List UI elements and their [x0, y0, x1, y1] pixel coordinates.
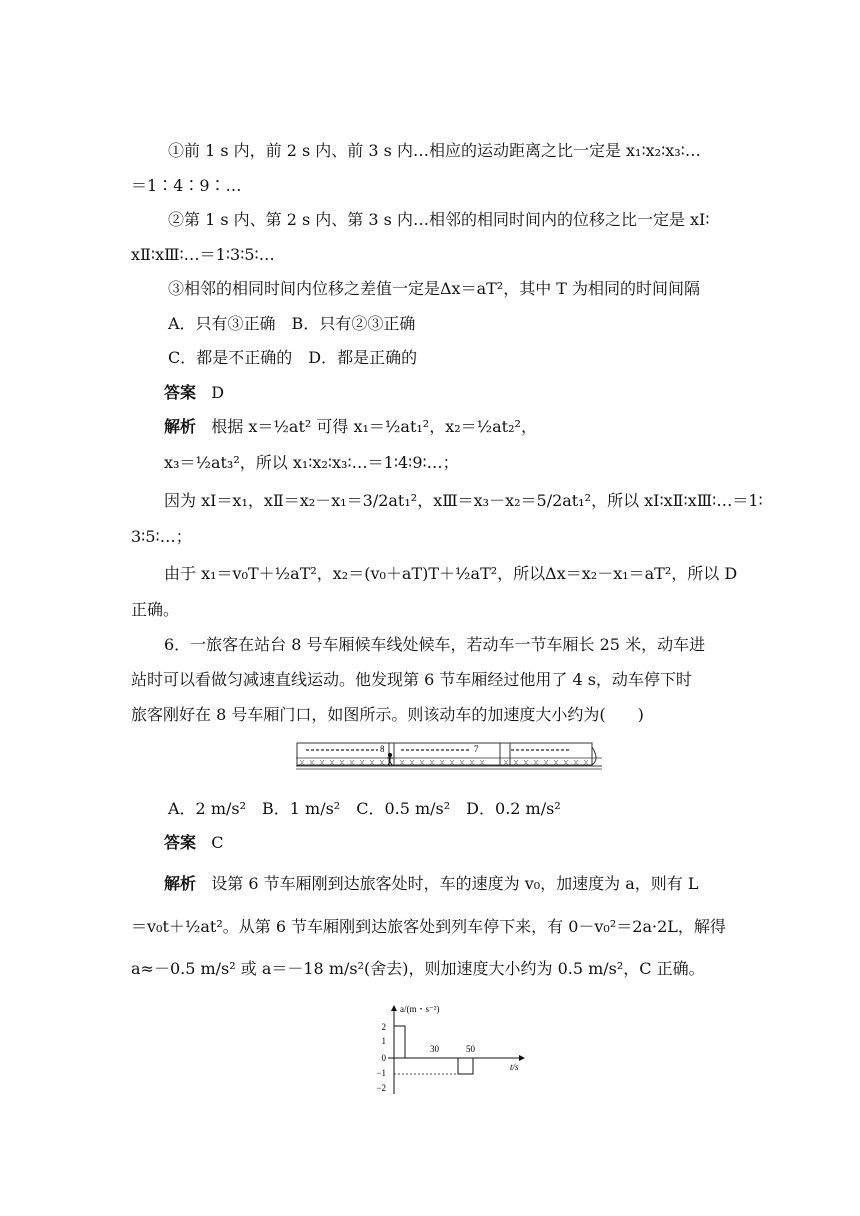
- positive-segment: [394, 1026, 405, 1058]
- q6-stem-line-2: 站时可以看做匀减速直线运动。他发现第 6 节车厢经过他用了 4 s，动车停下时: [131, 670, 692, 689]
- car-label-8: 8: [380, 744, 385, 754]
- analysis-label: 解析: [164, 874, 197, 893]
- q5-options-row-1: A．只有③正确 B．只有②③正确: [168, 314, 416, 333]
- q5-analysis-line-6: 正确。: [131, 600, 180, 619]
- q6-stem-line-3: 旅客刚好在 8 号车厢门口，如图所示。则该动车的加速度大小约为( ): [131, 705, 644, 724]
- q5-analysis-line-3: 因为 xⅠ＝x₁，xⅡ＝x₂－x₁＝3/2at₁²，xⅢ＝x₃－x₂＝5/2at₁²，所以 xⅠ∶xⅡ∶xⅢ∶…＝1∶: [164, 491, 763, 510]
- x-tick-30: 30: [430, 1044, 439, 1054]
- y-axis-label: a/(m・s⁻²): [400, 1004, 440, 1014]
- q5-analysis-line-4: 3∶5∶…；: [131, 527, 192, 546]
- q5-analysis-line-1: [164, 416, 537, 438]
- answer-label: 答案: [164, 383, 197, 402]
- negative-segment: [458, 1058, 473, 1074]
- analysis-text: 根据 x＝½at² 可得 x₁＝½at₁²，x₂＝½at₂²，: [211, 417, 537, 436]
- statement-2-line-1: ②第 1 s 内、第 2 s 内、第 3 s 内…相邻的相同时间内的位移之比一定是 xⅠ∶: [168, 210, 710, 229]
- train-figure: [296, 741, 602, 771]
- q6-stem-line-1: 6．一旅客在站台 8 号车厢候车线处候车，若动车一节车厢长 25 米，动车进: [164, 635, 706, 654]
- statement-1-line-1: [168, 140, 701, 162]
- statement-1-line-2: ＝1∶4∶9∶…: [131, 176, 242, 195]
- q5-answer: [164, 382, 224, 404]
- y-tick-2: 2: [381, 1022, 386, 1032]
- y-tick-neg-1: −1: [376, 1068, 386, 1078]
- answer-label: 答案: [164, 833, 197, 852]
- x-axis-label: t/s: [510, 1062, 519, 1072]
- answer-value: D: [211, 383, 225, 402]
- q6-options: A．2 m/s² B．1 m/s² C．0.5 m/s² D．0.2 m/s²: [168, 799, 561, 818]
- statement-3: ③相邻的相同时间内位移之差值一定是Δx＝aT²，其中 T 为相同的时间间隔: [168, 279, 701, 298]
- y-tick-1: 1: [381, 1036, 386, 1046]
- q5-options-row-2: C．都是不正确的 D．都是正确的: [168, 348, 418, 367]
- y-tick-0: 0: [381, 1053, 386, 1063]
- y-tick-neg-2: −2: [376, 1083, 386, 1093]
- statement-1-text: ①前 1 s 内，前 2 s 内、前 3 s 内…相应的运动距离之比一定是 x₁∶x₂∶x₃∶…: [168, 141, 701, 160]
- x-tick-50: 50: [466, 1044, 475, 1054]
- statement-2-line-2: xⅡ∶xⅢ∶…＝1∶3∶5∶…: [131, 245, 275, 264]
- analysis-text: 设第 6 节车厢刚到达旅客处时，车的速度为 v₀，加速度为 a，则有 L: [211, 874, 699, 893]
- q6-answer: [164, 832, 224, 854]
- q6-analysis-line-1: [164, 873, 699, 895]
- q6-analysis-line-2: ＝v₀t＋½at²。从第 6 节车厢刚到达旅客处到列车停下来，有 0－v₀²＝2a·2L，解得: [131, 917, 726, 936]
- car-label-7: 7: [474, 744, 479, 754]
- acceleration-time-graph: [364, 1002, 534, 1098]
- analysis-label: 解析: [164, 417, 197, 436]
- q5-analysis-line-5: 由于 x₁＝v₀T＋½aT²，x₂＝(v₀＋aT)T＋½aT²，所以Δx＝x₂－x₁＝aT²，所以 D: [164, 564, 738, 583]
- answer-value: C: [211, 833, 224, 852]
- passenger-icon: [387, 753, 393, 765]
- q6-analysis-line-3: a≈－0.5 m/s² 或 a＝－18 m/s²(舍去)，则加速度大小约为 0.5 m/s²，C 正确。: [131, 959, 705, 978]
- q5-analysis-line-2: x₃＝½at₃²，所以 x₁∶x₂∶x₃∶…＝1∶4∶9∶…；: [164, 453, 459, 472]
